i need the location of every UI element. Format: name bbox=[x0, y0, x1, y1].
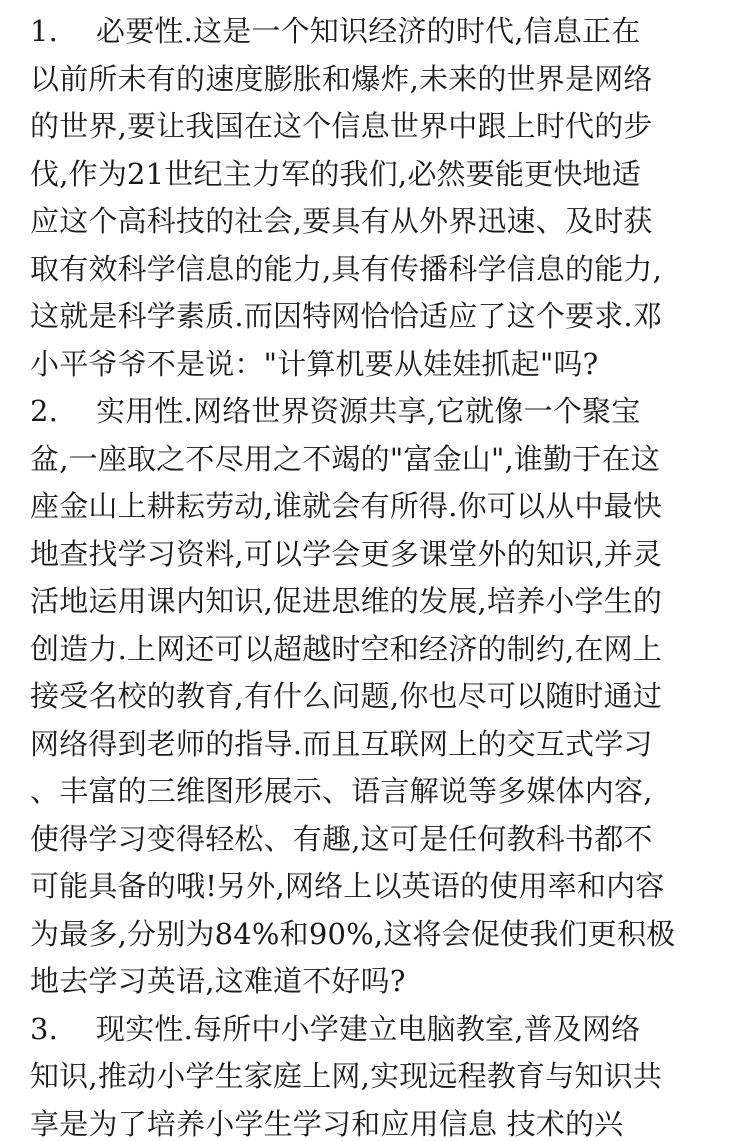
text-line: 1. 必要性.这是一个知识经济的时代,信息正在 bbox=[30, 8, 725, 56]
paragraph-3 bbox=[30, 1006, 725, 1141]
paragraph-1 bbox=[30, 8, 725, 388]
text-line: 网络得到老师的指导.而且互联网上的交互式学习 bbox=[30, 726, 653, 761]
text-line: 接受名校的教育,有什么问题,你也尽可以随时通过 bbox=[30, 679, 663, 713]
paragraph-number: 2. bbox=[30, 394, 59, 428]
paragraph-2 bbox=[30, 388, 725, 1006]
text-line: 盆,一座取之不尽用之不竭的"富金山",谁勤于在这 bbox=[30, 441, 660, 476]
text-line: 知识,推动小学生家庭上网,实现远程教育与知识共 bbox=[30, 1059, 663, 1093]
paragraph-number: 3. bbox=[30, 1011, 59, 1046]
text-line: 的世界,要让我国在这个信息世界中跟上时代的步 bbox=[30, 109, 653, 143]
text-line: 地去学习英语,这难道不好吗? bbox=[30, 964, 406, 998]
text-line: 可能具备的哦!另外,网络上以英语的使用率和内容 bbox=[30, 869, 665, 903]
text-line: 为最多,分别为84%和90%,这将会促使我们更积极 bbox=[30, 916, 676, 951]
text-line: 活地运用课内知识,促进思维的发展,培养小学生的 bbox=[30, 584, 663, 618]
text-line: 座金山上耕耘劳动,谁就会有所得.你可以从中最快 bbox=[30, 489, 663, 523]
text-line: 取有效科学信息的能力,具有传播科学信息的能力, bbox=[30, 251, 663, 286]
text-line: 3. 现实性.每所中小学建立电脑教室,普及网络 bbox=[30, 1006, 725, 1054]
text-line: 、丰富的三维图形展示、语言解说等多媒体内容, bbox=[30, 774, 653, 808]
text-line: 使得学习变得轻松、有趣,这可是任何教科书都不 bbox=[30, 821, 653, 856]
text-line: 伐,作为21世纪主力军的我们,必然要能更快地适 bbox=[30, 156, 641, 191]
text-line: 小平爷爷不是说："计算机要从娃娃抓起"吗? bbox=[30, 346, 599, 381]
text-line: 应这个高科技的社会,要具有从外界迅速、及时获 bbox=[30, 204, 653, 238]
text-line: 以前所未有的速度膨胀和爆炸,未来的世界是网络 bbox=[30, 61, 653, 96]
paragraph-number: 1. bbox=[30, 14, 59, 48]
text-line: 这就是科学素质.而因特网恰恰适应了这个要求.邓 bbox=[30, 299, 663, 333]
text-line: 创造力.上网还可以超越时空和经济的制约,在网上 bbox=[30, 631, 663, 666]
text-line: 地查找学习资料,可以学会更多课堂外的知识,并灵 bbox=[30, 536, 663, 571]
text-line: 2. 实用性.网络世界资源共享,它就像一个聚宝 bbox=[30, 388, 725, 436]
text-line: 享是为了培养小学生学习和应用信息 技术的兴 bbox=[30, 1106, 624, 1141]
document-body bbox=[30, 8, 725, 1141]
